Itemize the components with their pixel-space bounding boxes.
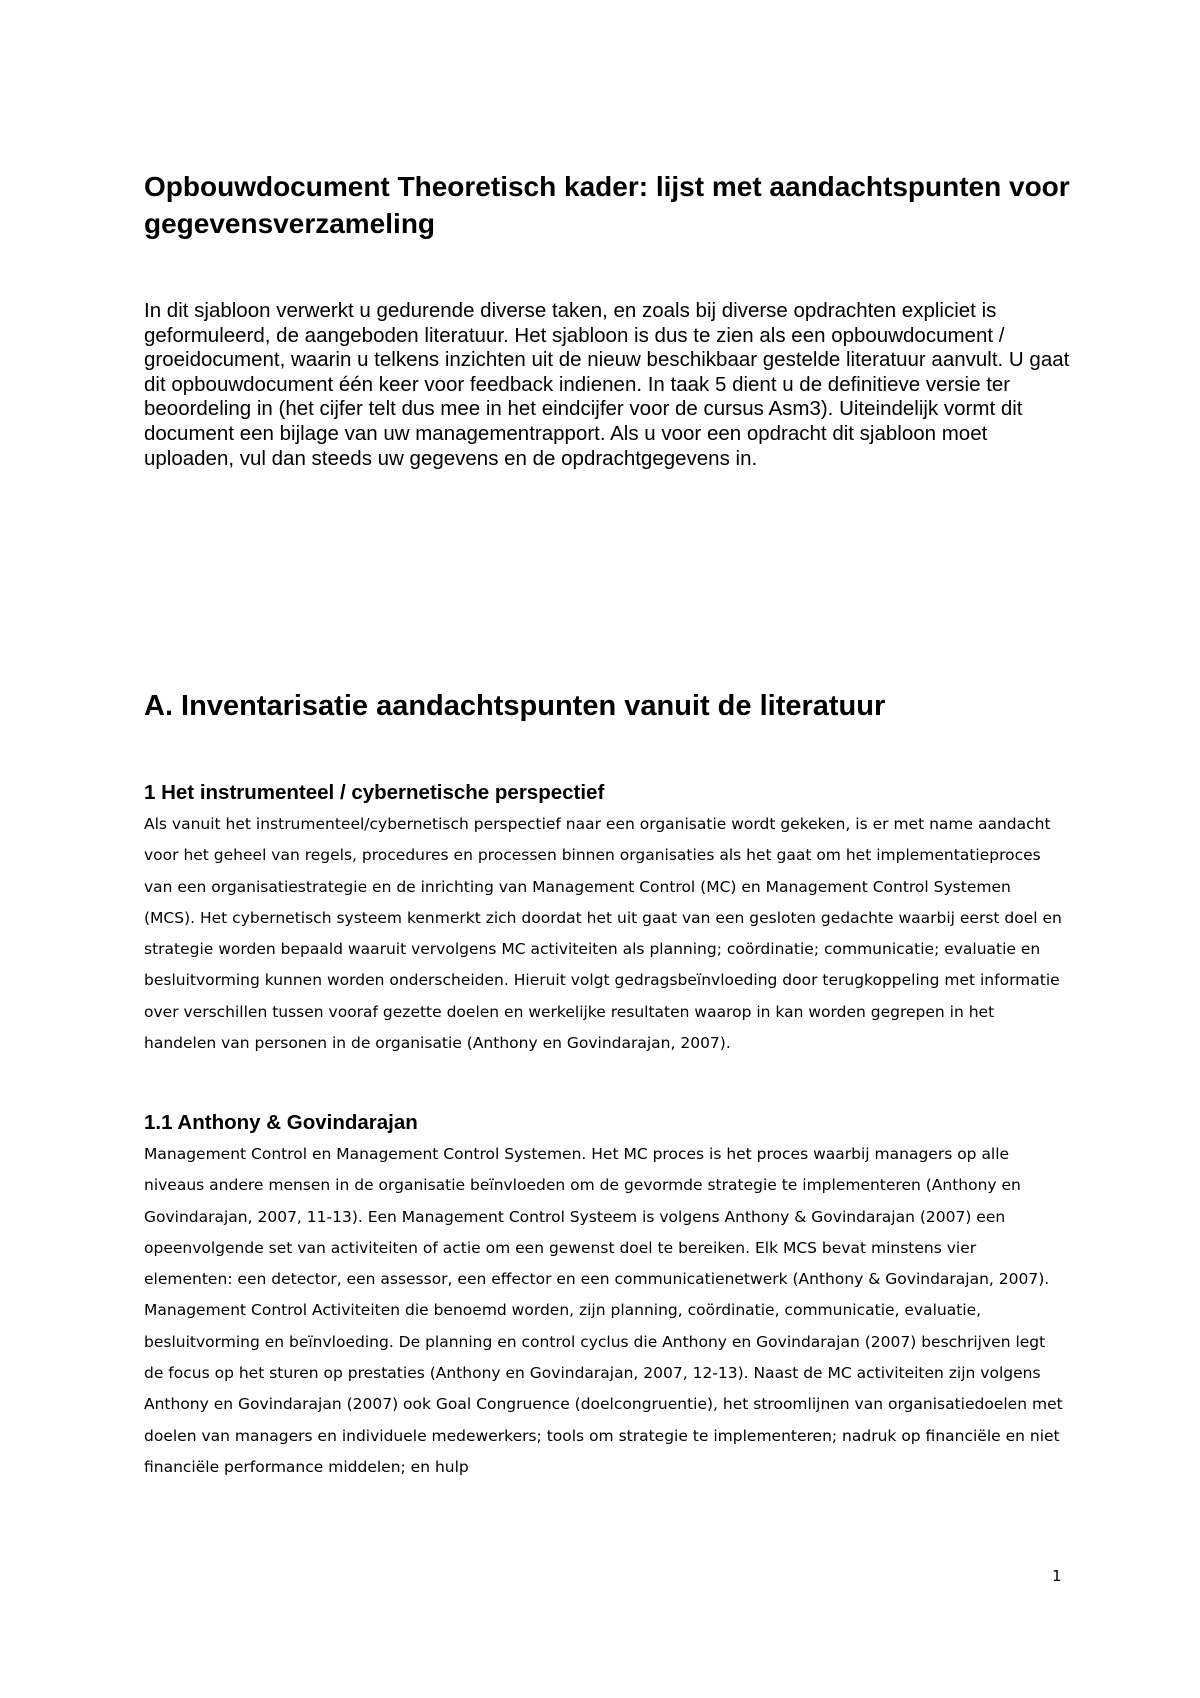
subsection-1-1-paragraph: Management Control en Management Control Systemen. Het MC proces is het proces waarbij managers op alle niveaus andere mensen in de organisatie beïnvloeden om de gevormde strategie te implementeren (Anthony en Govindarajan, 2007, 11-13). Een Management Control Systeem is volgens Anthony & Govindarajan (2007) een opeenvolgende set van activiteiten of actie om een gewenst doel te bereiken. Elk MCS bevat minstens vier elementen: een detector, een assessor, een effector en een communicatienetwerk (Anthony & Govindarajan, 2007). Management Control Activiteiten die benoemd worden, zijn planning, coördinatie, communicatie, evaluatie, besluitvorming en beïnvloeding. De planning en control cyclus die Anthony en Govindarajan (2007) beschrijven legt de focus op het sturen op prestaties (Anthony en Govindarajan, 2007, 12-13). Naast de MC activiteiten zijn volgens Anthony en Govindarajan (2007) ook Goal Congruence (doelcongruentie), het stroomlijnen van organisatiedoelen met doelen van managers en individuele medewerkers; tools om strategie te implementeren; nadruk op financiële en niet financiële performance middelen; en hulp bbox=[144, 1145, 1063, 1476]
subsection-1-1-heading: 1.1 Anthony & Govindarajan bbox=[144, 1111, 418, 1134]
section-a-heading: A. Inventarisatie aandachtspunten vanuit de literatuur bbox=[144, 690, 886, 722]
subsection-1-paragraph: Als vanuit het instrumenteel/cybernetisch perspectief naar een organisatie wordt gekeken, is er met name aandacht voor het geheel van regels, procedures en processen binnen organisaties als het gaat om het implementatieproces van een organisatiestrategie en de inrichting van Management Control (MC) en Management Control Systemen (MCS). Het cybernetisch systeem kenmerkt zich doordat het uit gaat van een gesloten gedachte waarbij eerst doel en strategie worden bepaald waaruit vervolgens MC activiteiten als planning; coördinatie; communicatie; evaluatie en besluitvorming kunnen worden onderscheiden. Hieruit volgt gedragsbeïnvloeding door terugkoppeling met informatie over verschillen tussen vooraf gezette doelen en werkelijke resultaten waarop in kan worden gegrepen in het handelen van personen in de organisatie (Anthony en Govindarajan, 2007). bbox=[144, 815, 1062, 1053]
page-number: 1 bbox=[1052, 1567, 1062, 1585]
subsection-1-heading: 1 Het instrumenteel / cybernetische perspectief bbox=[144, 781, 605, 804]
document-title: Opbouwdocument Theoretisch kader: lijst met aandachtspunten voor gegevensverzameling bbox=[144, 171, 1070, 239]
intro-paragraph: In dit sjabloon verwerkt u gedurende diverse taken, en zoals bij diverse opdrachten expliciet is geformuleerd, de aangeboden literatuur. Het sjabloon is dus te zien als een opbouwdocument / groeidocument, waarin u telkens inzichten uit de nieuw beschikbaar gestelde literatuur aanvult. U gaat dit opbouwdocument één keer voor feedback indienen. In taak 5 dient u de definitieve versie ter beoordeling in (het cijfer telt dus mee in het eindcijfer voor de cursus Asm3). Uiteindelijk vormt dit document een bijlage van uw managementrapport. Als u voor een opdracht dit sjabloon moet uploaden, vul dan steeds uw gegevens en de opdrachtgegevens in. bbox=[144, 299, 1070, 470]
